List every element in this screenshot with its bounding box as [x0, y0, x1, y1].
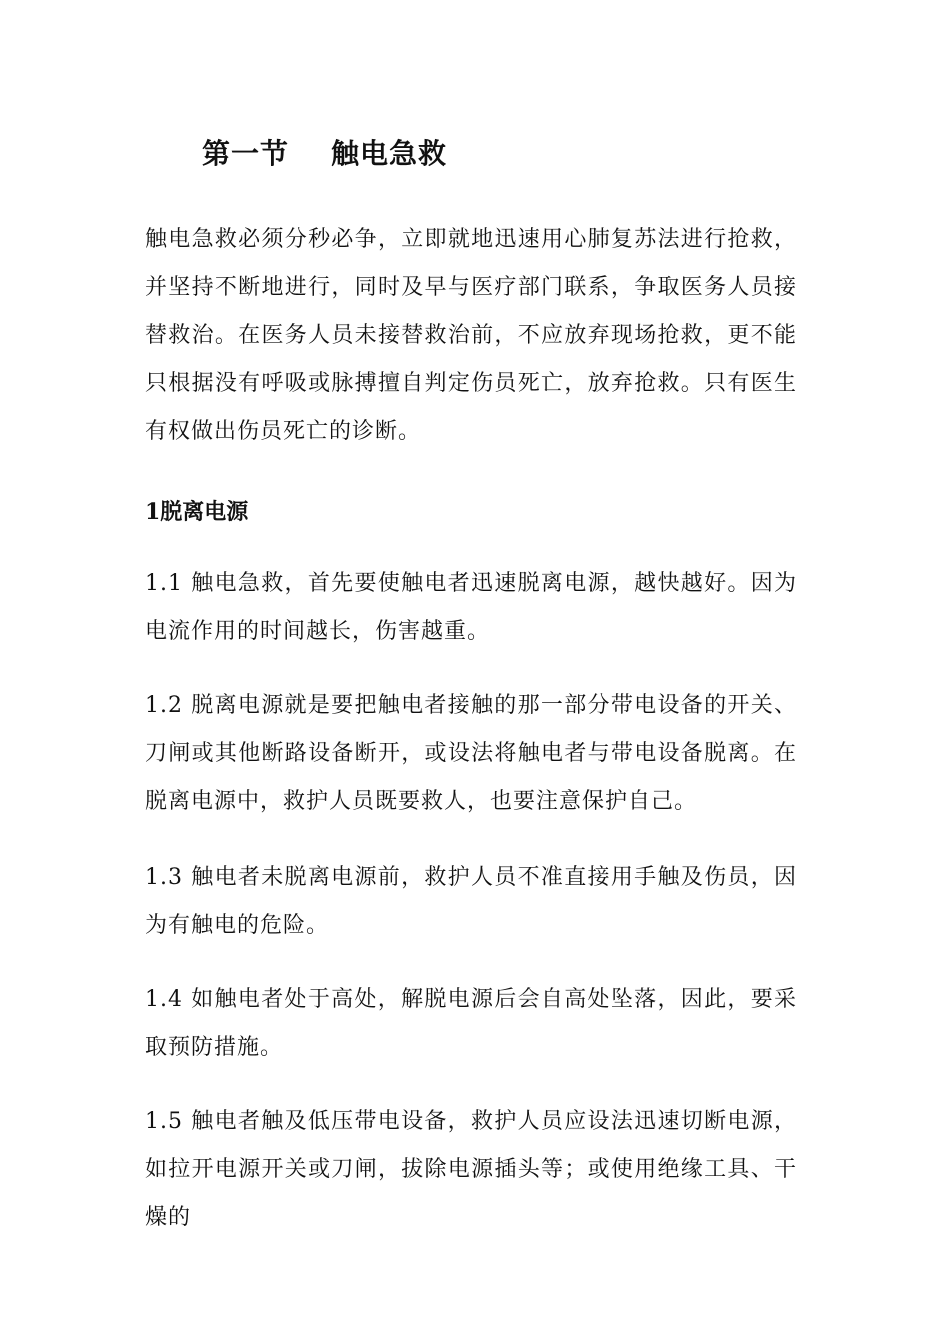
list-item: 1.4 如触电者处于高处，解脱电源后会自高处坠落，因此，要采取预防措施。: [145, 987, 797, 1060]
list-item: 1.5 触电者触及低压带电设备，救护人员应设法迅速切断电源，如拉开电源开关或刀闸，拔除电源插头等；或使用绝缘工具、干燥的: [145, 1109, 797, 1230]
list-item: 1.2 脱离电源就是要把触电者接触的那一部分带电设备的开关、刀闸或其他断路设备断开，或设法将触电者与带电设备脱离。在脱离电源中，救护人员既要救人，也要注意保护自己。: [145, 693, 797, 814]
list-item: 1.1 触电急救，首先要使触电者迅速脱离电源，越快越好。因为电流作用的时间越长，伤害越重。: [145, 571, 797, 644]
page-title: [202, 132, 447, 172]
section-heading: 1脱离电源: [145, 499, 249, 525]
intro-paragraph: 触电急救必须分秒必争，立即就地迅速用心肺复苏法进行抢救，并坚持不断地进行，同时及早与医疗部门联系，争取医务人员接替救治。在医务人员未接替救治前，不应放弃现场抢救，更不能只根据没有呼吸或脉搏擅自判定伤员死亡，放弃抢救。只有医生有权做出伤员死亡的诊断。: [145, 227, 797, 444]
title-text: 触电急救: [331, 137, 448, 170]
list-item: 1.3 触电者未脱离电源前，救护人员不准直接用手触及伤员，因为有触电的危险。: [145, 865, 797, 938]
title-section-number: 第一节: [202, 137, 290, 170]
